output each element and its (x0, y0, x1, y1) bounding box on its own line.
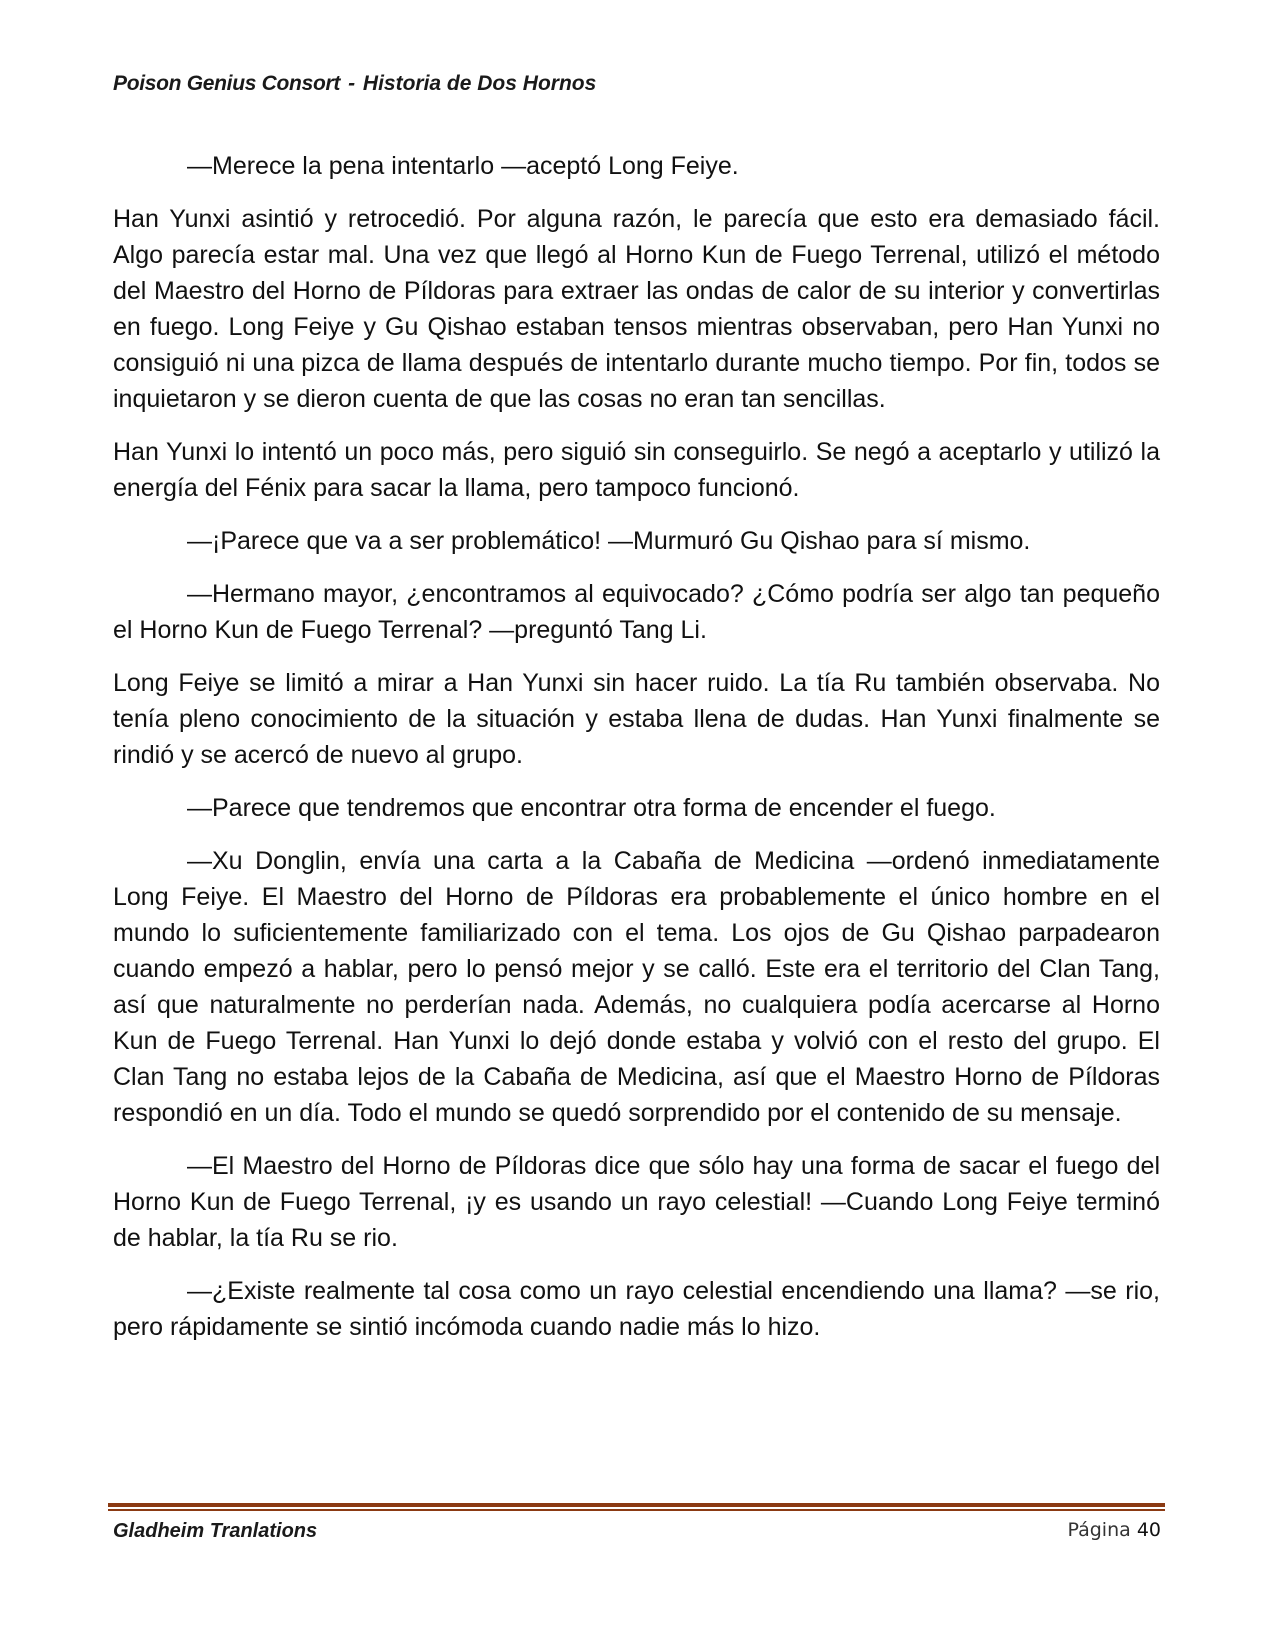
paragraph: —¡Parece que va a ser problemático! —Murmuró Gu Qishao para sí mismo. (187, 527, 1031, 555)
paragraph: —Merece la pena intentarlo —aceptó Long Feiye. (187, 152, 739, 180)
header-separator: - (348, 72, 356, 95)
paragraph: —¿Existe realmente tal cosa como un rayo celestial encendiendo una llama? —se rio, pero rápidamente se sintió incómoda cuando nadie más lo hizo. (113, 1277, 1160, 1341)
document-body (113, 148, 1160, 1362)
page-header (113, 72, 596, 96)
page-number: 40 (1136, 1519, 1161, 1541)
paragraph: —Hermano mayor, ¿encontramos al equivocado? ¿Cómo podría ser algo tan pequeño el Horno Kun de Fuego Terrenal? —preguntó Tang Li. (113, 580, 1160, 644)
series-title: Poison Genius Consort (113, 72, 341, 95)
footer-divider-thin (108, 1509, 1165, 1511)
paragraph: Han Yunxi lo intentó un poco más, pero siguió sin conseguirlo. Se negó a aceptarlo y utilizó la energía del Fénix para sacar la llama, pero tampoco funcionó. (113, 438, 1160, 502)
paragraph: —El Maestro del Horno de Píldoras dice que sólo hay una forma de sacar el fuego del Horno Kun de Fuego Terrenal, ¡y es usando un rayo celestial! —Cuando Long Feiye terminó de hablar, la tía Ru se rio. (113, 1152, 1160, 1252)
paragraph: —Parece que tendremos que encontrar otra forma de encender el fuego. (187, 794, 996, 822)
footer-divider (108, 1503, 1165, 1511)
page-label: Página (1067, 1519, 1131, 1541)
paragraph: —Xu Donglin, envía una carta a la Cabaña de Medicina —ordenó inmediatamente Long Feiye. El Maestro del Horno de Píldoras era probablemente el único hombre en el mundo lo suficientemente familiarizado con el tema. Los ojos de Gu Qishao parpadearon cuando empezó a hablar, pero lo pensó mejor y se calló. Este era el territorio del Clan Tang, así que naturalmente no perderían nada. Además, no cualquiera podía acercarse al Horno Kun de Fuego Terrenal. Han Yunxi lo dejó donde estaba y volvió con el resto del grupo. El Clan Tang no estaba lejos de la Cabaña de Medicina, así que el Maestro Horno de Píldoras respondió en un día. Todo el mundo se quedó sorprendido por el contenido de su mensaje. (113, 847, 1160, 1127)
paragraph: Han Yunxi asintió y retrocedió. Por alguna razón, le parecía que esto era demasiado fácil. Algo parecía estar mal. Una vez que llegó al Horno Kun de Fuego Terrenal, utilizó el método del Maestro del Horno de Píldoras para extraer las ondas de calor de su interior y convertirlas en fuego. Long Feiye y Gu Qishao estaban tensos mientras observaban, pero Han Yunxi no consiguió ni una pizca de llama después de intentarlo durante mucho tiempo. Por fin, todos se inquietaron y se dieron cuenta de que las cosas no eran tan sencillas. (113, 205, 1160, 413)
footer-divider-thick (108, 1503, 1165, 1507)
chapter-title: Historia de Dos Hornos (362, 72, 597, 95)
footer-publisher: Gladheim Tranlations (113, 1520, 318, 1542)
paragraph: Long Feiye se limitó a mirar a Han Yunxi sin hacer ruido. La tía Ru también observaba. No tenía pleno conocimiento de la situación y estaba llena de dudas. Han Yunxi finalmente se rindió y se acercó de nuevo al grupo. (113, 669, 1160, 769)
page-number-block (1067, 1519, 1161, 1541)
